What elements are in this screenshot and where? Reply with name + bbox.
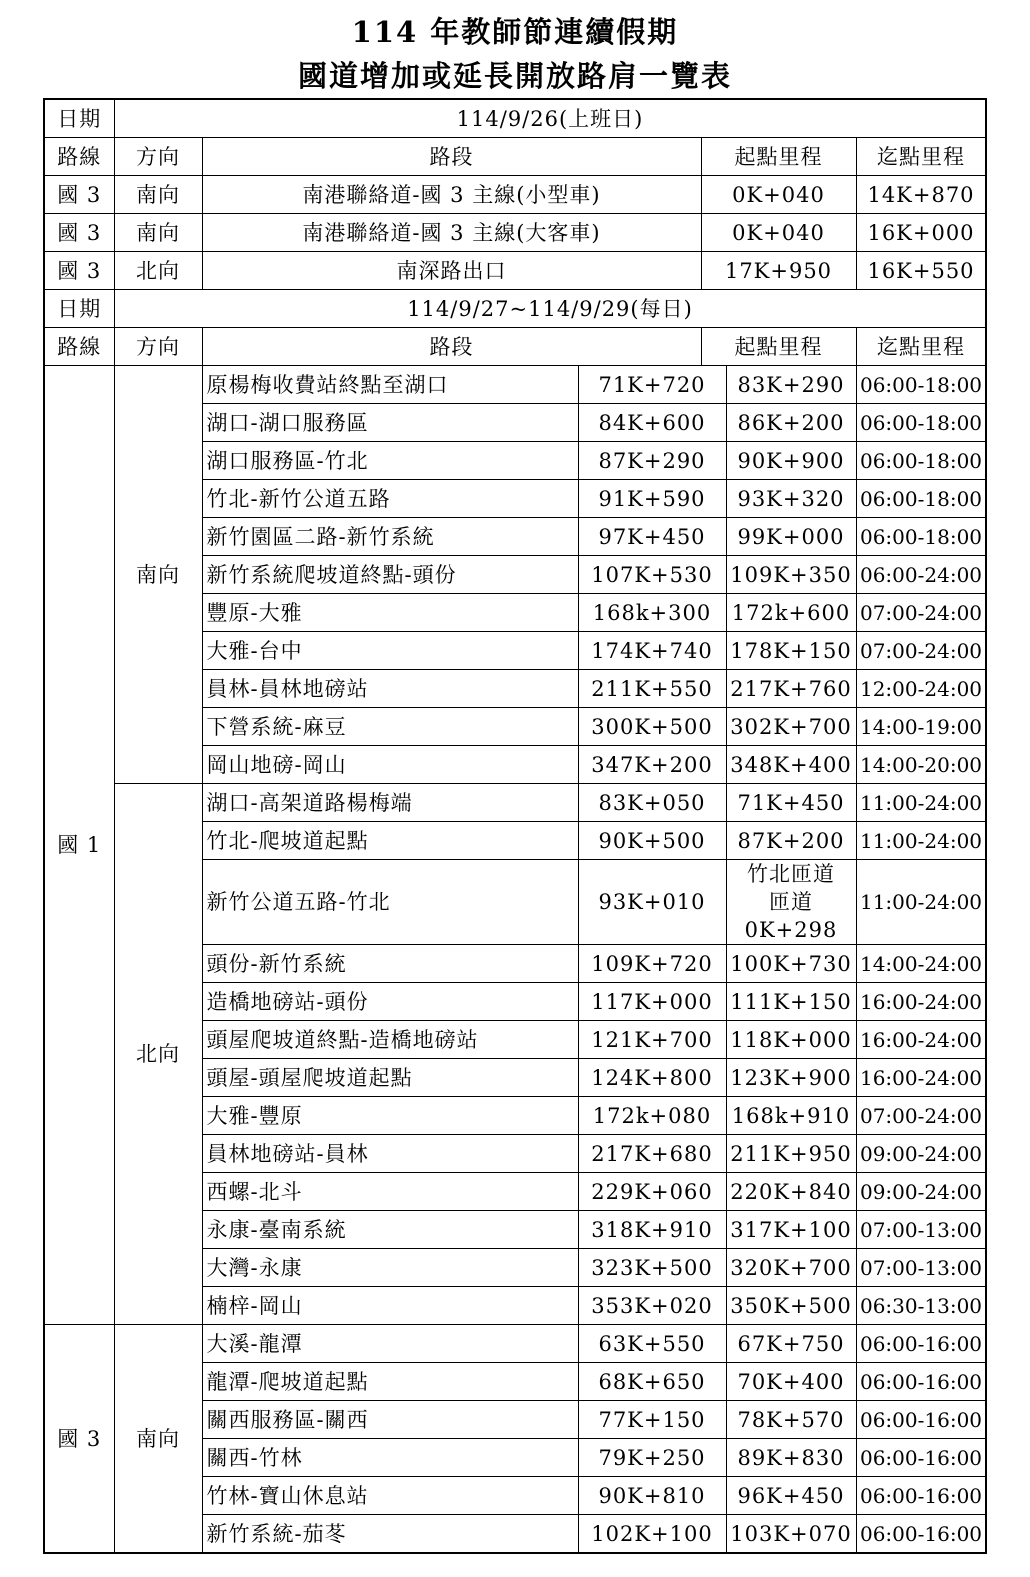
section-cell: 原楊梅收費站終點至湖口 <box>202 366 578 404</box>
start-km-cell: 300K+500 <box>578 708 726 746</box>
end-km-cell: 90K+900 <box>726 442 856 480</box>
start-km-cell: 109K+720 <box>578 945 726 983</box>
section-cell: 大雅-豐原 <box>202 1097 578 1135</box>
period-cell: 06:00-16:00 <box>856 1477 986 1515</box>
period-cell: 16:00-24:00 <box>856 1021 986 1059</box>
direction-cell: 南向 <box>114 214 202 252</box>
start-km-cell: 0K+040 <box>701 176 856 214</box>
period-cell: 06:00-18:00 <box>856 442 986 480</box>
end-km-cell: 118K+000 <box>726 1021 856 1059</box>
section-cell: 關西-竹林 <box>202 1439 578 1477</box>
end-km-cell: 71K+450 <box>726 784 856 822</box>
start-km-cell: 353K+020 <box>578 1287 726 1325</box>
period-cell: 06:00-16:00 <box>856 1325 986 1363</box>
end-km-cell: 317K+100 <box>726 1211 856 1249</box>
section-cell: 新竹園區二路-新竹系統 <box>202 518 578 556</box>
period-cell: 09:00-24:00 <box>856 1135 986 1173</box>
section-cell: 下營系統-麻豆 <box>202 708 578 746</box>
direction-south-cell: 南向 <box>114 1325 202 1554</box>
header-end-km: 迄點里程 <box>856 138 986 176</box>
section-cell: 大灣-永康 <box>202 1249 578 1287</box>
period-cell: 06:00-18:00 <box>856 366 986 404</box>
start-km-cell: 174K+740 <box>578 632 726 670</box>
period-cell: 06:00-18:00 <box>856 480 986 518</box>
section-cell: 南港聯絡道-國 3 主線(小型車) <box>202 176 701 214</box>
section-cell: 大雅-台中 <box>202 632 578 670</box>
period-cell: 14:00-20:00 <box>856 746 986 784</box>
end-km-cell: 99K+000 <box>726 518 856 556</box>
date-value: 114/9/27~114/9/29(每日) <box>114 290 986 328</box>
end-km-cell: 211K+950 <box>726 1135 856 1173</box>
start-km-cell: 83K+050 <box>578 784 726 822</box>
table-row <box>44 784 986 822</box>
header-direction: 方向 <box>114 138 202 176</box>
end-km-cell: 168k+910 <box>726 1097 856 1135</box>
start-km-cell: 0K+040 <box>701 214 856 252</box>
header-direction: 方向 <box>114 328 202 366</box>
header-section: 路段 <box>202 138 701 176</box>
start-km-cell: 168k+300 <box>578 594 726 632</box>
start-km-cell: 211K+550 <box>578 670 726 708</box>
block-0927-0929 <box>44 290 986 1554</box>
end-km-cell: 103K+070 <box>726 1515 856 1554</box>
period-cell: 06:00-16:00 <box>856 1401 986 1439</box>
section-cell: 南深路出口 <box>202 252 701 290</box>
road-shoulder-table <box>43 98 987 1554</box>
section-cell: 員林-員林地磅站 <box>202 670 578 708</box>
section-cell: 竹北-爬坡道起點 <box>202 822 578 860</box>
end-km-cell: 70K+400 <box>726 1363 856 1401</box>
section-cell: 頭屋爬坡道終點-造橋地磅站 <box>202 1021 578 1059</box>
section-cell: 竹林-寶山休息站 <box>202 1477 578 1515</box>
section-cell: 新竹公道五路-竹北 <box>202 860 578 945</box>
start-km-cell: 90K+810 <box>578 1477 726 1515</box>
end-km-cell: 217K+760 <box>726 670 856 708</box>
start-km-cell: 71K+720 <box>578 366 726 404</box>
period-cell: 16:00-24:00 <box>856 983 986 1021</box>
route-cell: 國 1 <box>44 366 114 1325</box>
period-cell: 09:00-24:00 <box>856 1173 986 1211</box>
start-km-cell: 318K+910 <box>578 1211 726 1249</box>
end-km-cell: 16K+550 <box>856 252 986 290</box>
period-cell: 07:00-24:00 <box>856 594 986 632</box>
end-km-cell: 320K+700 <box>726 1249 856 1287</box>
section-cell: 造橋地磅站-頭份 <box>202 983 578 1021</box>
period-cell: 06:00-16:00 <box>856 1515 986 1554</box>
date-label: 日期 <box>44 290 114 328</box>
end-km-cell: 93K+320 <box>726 480 856 518</box>
section-cell: 新竹系統-茄苳 <box>202 1515 578 1554</box>
end-km-cell: 14K+870 <box>856 176 986 214</box>
start-km-cell: 63K+550 <box>578 1325 726 1363</box>
start-km-cell: 68K+650 <box>578 1363 726 1401</box>
end-km-cell: 96K+450 <box>726 1477 856 1515</box>
end-km-cell: 86K+200 <box>726 404 856 442</box>
end-km-cell: 87K+200 <box>726 822 856 860</box>
start-km-cell: 347K+200 <box>578 746 726 784</box>
date-label: 日期 <box>44 99 114 138</box>
section-cell: 大溪-龍潭 <box>202 1325 578 1363</box>
section-cell: 新竹系統爬坡道終點-頭份 <box>202 556 578 594</box>
header-start-km: 起點里程 <box>701 328 856 366</box>
section-cell: 永康-臺南系統 <box>202 1211 578 1249</box>
date-value: 114/9/26(上班日) <box>114 99 986 138</box>
section-cell: 湖口服務區-竹北 <box>202 442 578 480</box>
end-km-cell: 67K+750 <box>726 1325 856 1363</box>
period-cell: 12:00-24:00 <box>856 670 986 708</box>
start-km-cell: 229K+060 <box>578 1173 726 1211</box>
start-km-cell: 172k+080 <box>578 1097 726 1135</box>
period-cell: 11:00-24:00 <box>856 822 986 860</box>
period-cell: 06:00-18:00 <box>856 518 986 556</box>
period-cell: 06:00-16:00 <box>856 1439 986 1477</box>
start-km-cell: 97K+450 <box>578 518 726 556</box>
date-row <box>44 99 986 138</box>
end-km-cell: 302K+700 <box>726 708 856 746</box>
direction-cell: 南向 <box>114 176 202 214</box>
direction-north-cell: 北向 <box>114 784 202 1325</box>
period-cell: 16:00-24:00 <box>856 1059 986 1097</box>
end-km-cell: 89K+830 <box>726 1439 856 1477</box>
header-end-km: 迄點里程 <box>856 328 986 366</box>
header-route: 路線 <box>44 328 114 366</box>
date-row <box>44 290 986 328</box>
start-km-cell: 87K+290 <box>578 442 726 480</box>
end-km-cell: 172k+600 <box>726 594 856 632</box>
period-cell: 11:00-24:00 <box>856 860 986 945</box>
section-cell: 岡山地磅-岡山 <box>202 746 578 784</box>
end-km-cell: 123K+900 <box>726 1059 856 1097</box>
header-row <box>44 328 986 366</box>
header-route: 路線 <box>44 138 114 176</box>
start-km-cell: 17K+950 <box>701 252 856 290</box>
start-km-cell: 91K+590 <box>578 480 726 518</box>
document-subtitle: 國道增加或延長開放路肩一覽表 <box>297 59 732 93</box>
period-cell: 06:00-16:00 <box>856 1363 986 1401</box>
route-cell: 國 3 <box>44 1325 114 1554</box>
end-km-cell: 100K+730 <box>726 945 856 983</box>
section-cell: 湖口-高架道路楊梅端 <box>202 784 578 822</box>
period-cell: 14:00-24:00 <box>856 945 986 983</box>
period-cell: 06:00-24:00 <box>856 556 986 594</box>
period-cell: 07:00-13:00 <box>856 1249 986 1287</box>
start-km-cell: 90K+500 <box>578 822 726 860</box>
period-cell: 07:00-13:00 <box>856 1211 986 1249</box>
start-km-cell: 84K+600 <box>578 404 726 442</box>
end-km-cell: 83K+290 <box>726 366 856 404</box>
table-row <box>44 214 986 252</box>
section-cell: 豐原-大雅 <box>202 594 578 632</box>
start-km-cell: 121K+700 <box>578 1021 726 1059</box>
period-cell: 06:30-13:00 <box>856 1287 986 1325</box>
route-cell: 國 3 <box>44 214 114 252</box>
period-cell: 06:00-18:00 <box>856 404 986 442</box>
section-cell: 楠梓-岡山 <box>202 1287 578 1325</box>
section-cell: 關西服務區-關西 <box>202 1401 578 1439</box>
header-row <box>44 138 986 176</box>
route-cell: 國 3 <box>44 252 114 290</box>
header-start-km: 起點里程 <box>701 138 856 176</box>
end-km-cell: 348K+400 <box>726 746 856 784</box>
period-cell: 07:00-24:00 <box>856 632 986 670</box>
period-cell: 07:00-24:00 <box>856 1097 986 1135</box>
end-km-cell: 16K+000 <box>856 214 986 252</box>
section-cell: 西螺-北斗 <box>202 1173 578 1211</box>
start-km-cell: 323K+500 <box>578 1249 726 1287</box>
start-km-cell: 93K+010 <box>578 860 726 945</box>
end-km-cell: 109K+350 <box>726 556 856 594</box>
section-cell: 頭屋-頭屋爬坡道起點 <box>202 1059 578 1097</box>
period-cell: 11:00-24:00 <box>856 784 986 822</box>
section-cell: 竹北-新竹公道五路 <box>202 480 578 518</box>
end-km-cell: 111K+150 <box>726 983 856 1021</box>
end-km-cell: 78K+570 <box>726 1401 856 1439</box>
start-km-cell: 217K+680 <box>578 1135 726 1173</box>
end-km-cell: 350K+500 <box>726 1287 856 1325</box>
start-km-cell: 107K+530 <box>578 556 726 594</box>
table-row <box>44 252 986 290</box>
start-km-cell: 79K+250 <box>578 1439 726 1477</box>
section-cell: 員林地磅站-員林 <box>202 1135 578 1173</box>
table-row <box>44 1325 986 1363</box>
start-km-cell: 117K+000 <box>578 983 726 1021</box>
document-title: 114 年教師節連續假期 <box>351 15 679 49</box>
table-row <box>44 366 986 404</box>
end-km-line1: 竹北匝道 <box>747 862 835 886</box>
start-km-cell: 124K+800 <box>578 1059 726 1097</box>
block-0926 <box>44 99 986 290</box>
direction-cell: 北向 <box>114 252 202 290</box>
route-cell: 國 3 <box>44 176 114 214</box>
end-km-cell: 220K+840 <box>726 1173 856 1211</box>
end-km-cell: 178K+150 <box>726 632 856 670</box>
period-cell: 14:00-19:00 <box>856 708 986 746</box>
start-km-cell: 102K+100 <box>578 1515 726 1554</box>
end-km-cell <box>726 860 856 945</box>
section-cell: 湖口-湖口服務區 <box>202 404 578 442</box>
start-km-cell: 77K+150 <box>578 1401 726 1439</box>
section-cell: 頭份-新竹系統 <box>202 945 578 983</box>
end-km-line2: 匝道 0K+298 <box>744 890 838 942</box>
section-cell: 南港聯絡道-國 3 主線(大客車) <box>202 214 701 252</box>
table-row <box>44 176 986 214</box>
header-section: 路段 <box>202 328 701 366</box>
direction-south-cell: 南向 <box>114 366 202 784</box>
section-cell: 龍潭-爬坡道起點 <box>202 1363 578 1401</box>
